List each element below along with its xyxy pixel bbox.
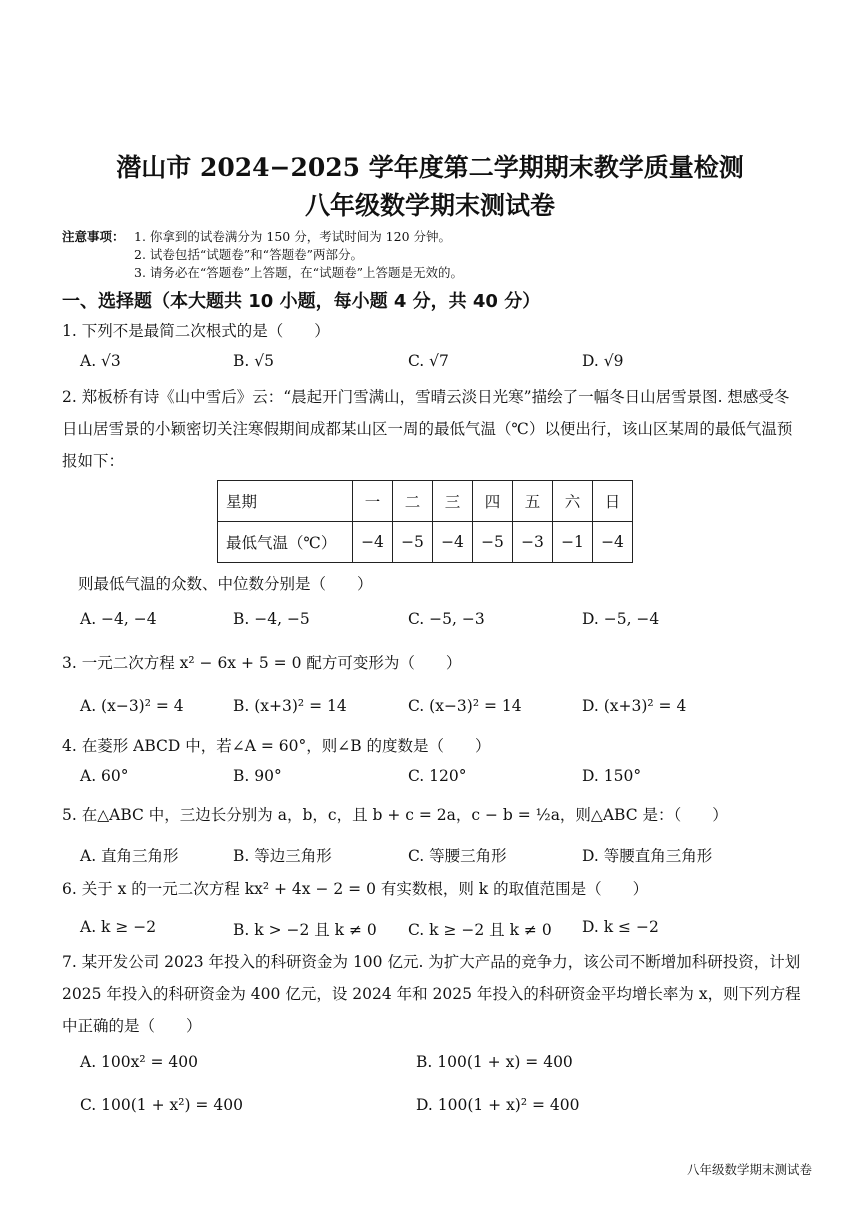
table-cell: 三: [433, 481, 473, 522]
exam-title: 潜山市 2024−2025 学年度第二学期期末教学质量检测: [116, 153, 744, 182]
question-7-option-b: B. 100(1 + x) = 400: [416, 1053, 573, 1071]
table-row: [218, 522, 633, 563]
table-cell: 四: [473, 481, 513, 522]
question-3-option-d: D. (x+3)² = 4: [582, 697, 687, 715]
question-3-stem: 3. 一元二次方程 x² − 6x + 5 = 0 配方可变形为（ ）: [62, 654, 462, 672]
table-cell: −5: [473, 522, 513, 563]
table-cell: 星期: [218, 481, 353, 522]
table-cell: 一: [353, 481, 393, 522]
question-6-option-c: C. k ≥ −2 且 k ≠ 0: [408, 921, 552, 939]
question-2-option-a: A. −4, −4: [80, 610, 157, 628]
question-4-option-a: A. 60°: [80, 767, 129, 785]
table-row: [218, 481, 633, 522]
temperature-table: [217, 480, 633, 563]
question-5-stem: 5. 在△ABC 中，三边长分别为 a，b，c，且 b + c = 2a，c − b = ½a，则△ABC 是：（ ）: [62, 806, 728, 824]
question-5-option-c: C. 等腰三角形: [408, 847, 507, 865]
notes-label: 注意事项：: [62, 229, 125, 244]
table-cell: 最低气温（℃）: [218, 522, 353, 563]
exam-subtitle: 八年级数学期末测试卷: [304, 191, 555, 220]
question-5-option-a: A. 直角三角形: [80, 847, 179, 865]
note-item: 3. 请务必在“答题卷”上答题，在“试题卷”上答题是无效的。: [134, 265, 463, 280]
question-1-option-c: C. √7: [408, 352, 449, 370]
table-cell: 六: [553, 481, 593, 522]
question-2-stem: 2. 郑板桥有诗《山中雪后》云：“晨起开门雪满山，雪晴云淡日光寒”描绘了一幅冬日山居雪景图. 想感受冬日山居雪景的小颖密切关注寒假期间成都某山区一周的最低气温（℃）以便出行，该山区某周的最低气温预报如下：: [62, 388, 793, 470]
table-cell: 二: [393, 481, 433, 522]
question-2-option-b: B. −4, −5: [233, 610, 310, 628]
question-2-ask: 则最低气温的众数、中位数分别是（ ）: [78, 575, 373, 593]
question-7-option-a: A. 100x² = 400: [80, 1053, 199, 1071]
table-cell: −1: [553, 522, 593, 563]
question-1-option-b: B. √5: [233, 352, 274, 370]
table-cell: 日: [593, 481, 633, 522]
table-cell: −4: [593, 522, 633, 563]
question-2-option-d: D. −5, −4: [582, 610, 660, 628]
question-6-option-a: A. k ≥ −2: [80, 918, 157, 936]
question-2-option-c: C. −5, −3: [408, 610, 485, 628]
section-heading: 一、选择题（本大题共 10 小题，每小题 4 分，共 40 分）: [62, 291, 541, 312]
question-5-option-d: D. 等腰直角三角形: [582, 847, 713, 865]
question-3-option-c: C. (x−3)² = 14: [408, 697, 522, 715]
question-7-option-c: C. 100(1 + x²) = 400: [80, 1096, 243, 1114]
page-footer: 八年级数学期末测试卷: [686, 1162, 812, 1177]
table-cell: −4: [433, 522, 473, 563]
table-cell: −3: [513, 522, 553, 563]
question-6-stem: 6. 关于 x 的一元二次方程 kx² + 4x − 2 = 0 有实数根，则 k 的取值范围是（ ）: [62, 880, 649, 898]
note-item: 2. 试卷包括“试题卷”和“答题卷”两部分。: [134, 247, 363, 262]
question-4-option-d: D. 150°: [582, 767, 642, 785]
question-7-option-d: D. 100(1 + x)² = 400: [416, 1096, 580, 1114]
question-6-option-d: D. k ≤ −2: [582, 918, 659, 936]
question-4-stem: 4. 在菱形 ABCD 中，若∠A = 60°，则∠B 的度数是（ ）: [62, 737, 491, 755]
question-7-stem: 7. 某开发公司 2023 年投入的科研资金为 100 亿元. 为扩大产品的竞争力，该公司不断增加科研投资，计划 2025 年投入的科研资金为 400 亿元，设 2024 年和 2025 年投入的科研资金平均增长率为 x，则下列方程中正确的是（ ）: [62, 953, 801, 1035]
question-4-option-c: C. 120°: [408, 767, 467, 785]
question-4-option-b: B. 90°: [233, 767, 282, 785]
question-3-option-a: A. (x−3)² = 4: [80, 697, 184, 715]
question-6-option-b: B. k > −2 且 k ≠ 0: [233, 921, 377, 939]
table-cell: 五: [513, 481, 553, 522]
question-1-option-d: D. √9: [582, 352, 624, 370]
question-3-option-b: B. (x+3)² = 14: [233, 697, 347, 715]
question-1-option-a: A. √3: [80, 352, 121, 370]
table-cell: −4: [353, 522, 393, 563]
question-5-option-b: B. 等边三角形: [233, 847, 332, 865]
note-item: 1. 你拿到的试卷满分为 150 分，考试时间为 120 分钟。: [134, 229, 452, 244]
table-cell: −5: [393, 522, 433, 563]
question-1-stem: 1. 下列不是最简二次根式的是（ ）: [62, 322, 330, 340]
